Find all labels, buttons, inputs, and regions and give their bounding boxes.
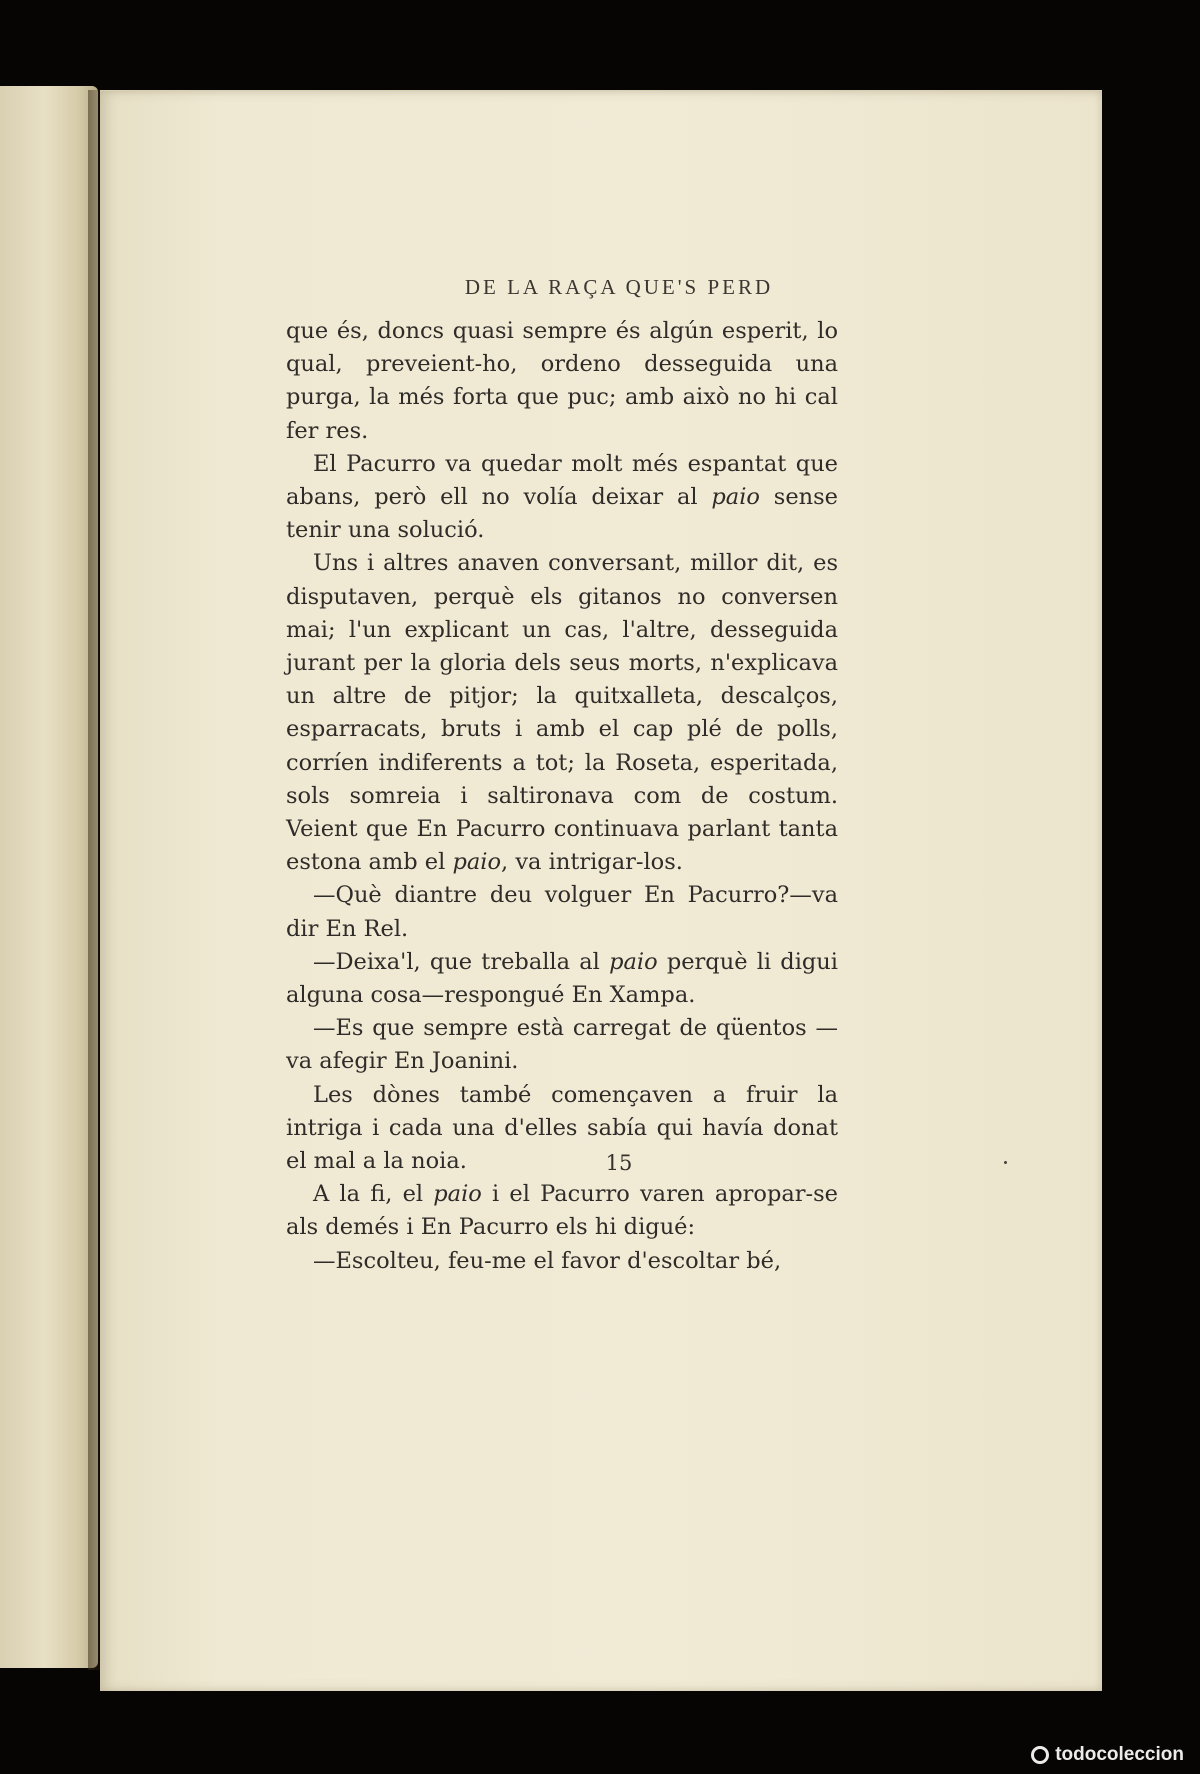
paragraph bbox=[286, 315, 838, 448]
italic-word: paio bbox=[711, 484, 760, 511]
text-run: que és, doncs quasi sempre és algún esperit, lo qual, preveient-ho, ordeno desseguida una purga, la més forta que puc; amb això no hi cal fer res. bbox=[286, 318, 838, 444]
text-run: , va intrigar-los. bbox=[501, 849, 683, 876]
paragraph bbox=[286, 1178, 838, 1244]
paragraph bbox=[286, 946, 838, 1012]
page-number: 15 bbox=[605, 1151, 633, 1175]
text-run: Les dònes també començaven a fruir la intriga i cada una d'elles sabía qui havía donat el mal a la noia. bbox=[286, 1081, 838, 1175]
paragraph bbox=[286, 1012, 838, 1078]
paper-speck bbox=[1004, 1161, 1007, 1164]
running-head: DE LA RAÇA QUE'S PERD bbox=[464, 275, 774, 299]
paragraph bbox=[286, 547, 838, 879]
italic-word: paio bbox=[433, 1181, 482, 1208]
text-run: El Pacurro va quedar molt més espantat que abans, però ell no volía deixar al bbox=[286, 450, 838, 511]
italic-word: paio bbox=[609, 948, 658, 975]
book-page bbox=[100, 90, 1102, 1691]
text-run: sense tenir una solució. bbox=[286, 484, 838, 544]
facing-page-edge bbox=[0, 86, 98, 1668]
text-run: —Escolteu, feu-me el favor d'escoltar bé, bbox=[313, 1247, 782, 1274]
paragraph bbox=[286, 879, 838, 945]
text-run: i el Pacurro varen apropar-se als demés i En Pacurro els hi digué: bbox=[286, 1181, 838, 1241]
paragraph bbox=[286, 448, 838, 548]
text-run: Uns i altres anaven conversant, millor dit, es disputaven, perquè els gitanos no conversen mai; l'un explicant un cas, l'altre, desseguida jurant per la gloria dels seus morts, n'explicava un altre de pitjor; la quitxalleta, descalços, esparracats, bruts i amb el cap plé de polls, corríen indiferents a tot; la Roseta, esperitada, sols somreia i saltironava com de costum. Veient que En Pacurro continuava parlant tanta estona amb el bbox=[286, 550, 838, 876]
text-run: —Què diantre deu volguer En Pacurro?—va dir En Rel. bbox=[286, 882, 838, 942]
italic-word: paio bbox=[452, 849, 502, 876]
text-run: —Deixa'l, que treballa al bbox=[313, 948, 610, 975]
paragraph bbox=[286, 1245, 838, 1278]
text-run: perquè li digui alguna cosa—respongué En Xampa. bbox=[286, 948, 838, 1009]
watermark bbox=[1031, 1744, 1184, 1766]
text-run: A la fi, el bbox=[313, 1181, 434, 1208]
text-run: —Es que sempre està carregat de qüentos —va afegir En Joanini. bbox=[286, 1015, 838, 1075]
body-text bbox=[286, 315, 838, 1278]
watermark-text: todocoleccion bbox=[1055, 1744, 1184, 1765]
watermark-logo-icon bbox=[1031, 1746, 1049, 1764]
